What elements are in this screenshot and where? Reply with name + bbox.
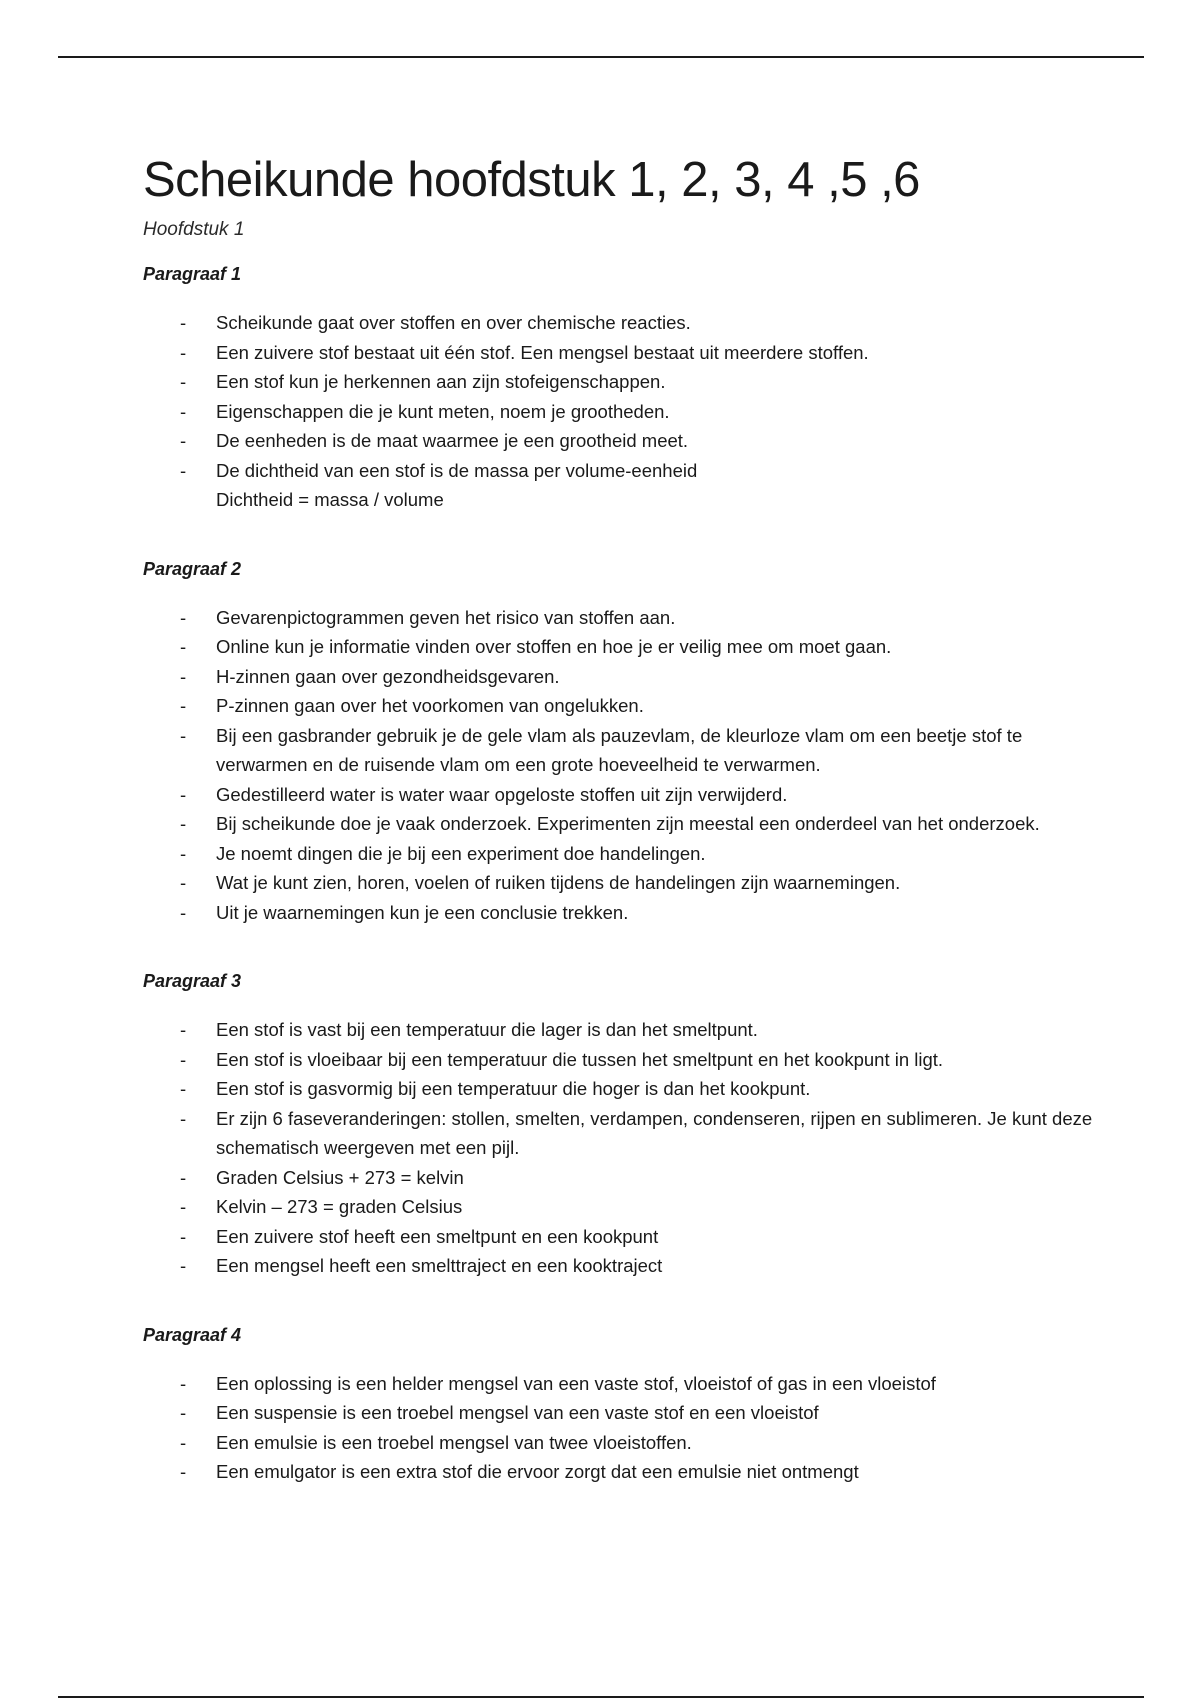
- list-item: - Scheikunde gaat over stoffen en over chemische reacties.: [143, 308, 1103, 338]
- list-item: - Er zijn 6 faseveranderingen: stollen, smelten, verdampen, condenseren, rijpen en sublimeren. Je kunt deze schematisch weergeven met een pijl.: [143, 1104, 1103, 1163]
- list-item: - Een suspensie is een troebel mengsel van een vaste stof en een vloeistof: [143, 1398, 1103, 1428]
- list-item: - Graden Celsius + 273 = kelvin: [143, 1163, 1103, 1193]
- list-item: - Een stof is vloeibaar bij een temperatuur die tussen het smeltpunt en het kookpunt in ligt.: [143, 1045, 1103, 1075]
- bullet-list: [143, 1015, 1103, 1281]
- list-item: - Een oplossing is een helder mengsel van een vaste stof, vloeistof of gas in een vloeistof: [143, 1369, 1103, 1399]
- list-item: - H-zinnen gaan over gezondheidsgevaren.: [143, 662, 1103, 692]
- list-item: - Wat je kunt zien, horen, voelen of ruiken tijdens de handelingen zijn waarnemingen.: [143, 868, 1103, 898]
- section-paragraaf-1: [143, 262, 1103, 515]
- bullet-list: [143, 1369, 1103, 1487]
- chapter-subtitle: Hoofdstuk 1: [143, 219, 245, 240]
- section-heading: Paragraaf 4: [143, 1324, 242, 1345]
- list-item: - Een mengsel heeft een smelttraject en een kooktraject: [143, 1251, 1103, 1281]
- list-item: - P-zinnen gaan over het voorkomen van ongelukken.: [143, 691, 1103, 721]
- list-item: - Gevarenpictogrammen geven het risico van stoffen aan.: [143, 603, 1103, 633]
- section-paragraaf-3: [143, 969, 1103, 1281]
- list-item: - Eigenschappen die je kunt meten, noem je grootheden.: [143, 397, 1103, 427]
- list-item: - Een emulsie is een troebel mengsel van twee vloeistoffen.: [143, 1428, 1103, 1458]
- list-item: - Een zuivere stof heeft een smeltpunt en een kookpunt: [143, 1222, 1103, 1252]
- bullet-list: [143, 603, 1103, 928]
- list-item: - Online kun je informatie vinden over stoffen en hoe je er veilig mee om moet gaan.: [143, 632, 1103, 662]
- top-rule: [58, 56, 1144, 58]
- list-item: - Je noemt dingen die je bij een experiment doe handelingen.: [143, 839, 1103, 869]
- list-item: - Een stof is vast bij een temperatuur die lager is dan het smeltpunt.: [143, 1015, 1103, 1045]
- section-heading: Paragraaf 3: [143, 971, 242, 991]
- list-item: - Een stof kun je herkennen aan zijn stofeigenschappen.: [143, 367, 1103, 397]
- list-item: - De dichtheid van een stof is de massa per volume-eenheid: [143, 456, 1103, 486]
- section-paragraaf-2: [143, 557, 1103, 928]
- list-item: - Een zuivere stof bestaat uit één stof. Een mengsel bestaat uit meerdere stoffen.: [143, 338, 1103, 368]
- bottom-rule: [58, 1696, 1144, 1698]
- document-body: [143, 150, 1103, 1487]
- formula-line: Dichtheid = massa / volume: [216, 489, 444, 510]
- list-item: - Bij een gasbrander gebruik je de gele vlam als pauzevlam, de kleurloze vlam om een beetje stof te verwarmen en de ruisende vlam om een grote hoeveelheid te verwarmen.: [143, 721, 1103, 780]
- list-item: - Uit je waarnemingen kun je een conclusie trekken.: [143, 898, 1103, 928]
- section-heading: Paragraaf 1: [143, 264, 242, 284]
- list-item: - Kelvin – 273 = graden Celsius: [143, 1192, 1103, 1222]
- list-item: - Een stof is gasvormig bij een temperatuur die hoger is dan het kookpunt.: [143, 1074, 1103, 1104]
- section-heading: Paragraaf 2: [143, 558, 242, 579]
- list-item: - Een emulgator is een extra stof die ervoor zorgt dat een emulsie niet ontmengt: [143, 1457, 1103, 1487]
- bullet-list: [143, 308, 1103, 485]
- list-item: - Gedestilleerd water is water waar opgeloste stoffen uit zijn verwijderd.: [143, 780, 1103, 810]
- page-title: Scheikunde hoofdstuk 1, 2, 3, 4 ,5 ,6: [143, 153, 920, 207]
- section-paragraaf-4: [143, 1323, 1103, 1487]
- list-item: - De eenheden is de maat waarmee je een grootheid meet.: [143, 426, 1103, 456]
- list-item: - Bij scheikunde doe je vaak onderzoek. Experimenten zijn meestal een onderdeel van het onderzoek.: [143, 809, 1103, 839]
